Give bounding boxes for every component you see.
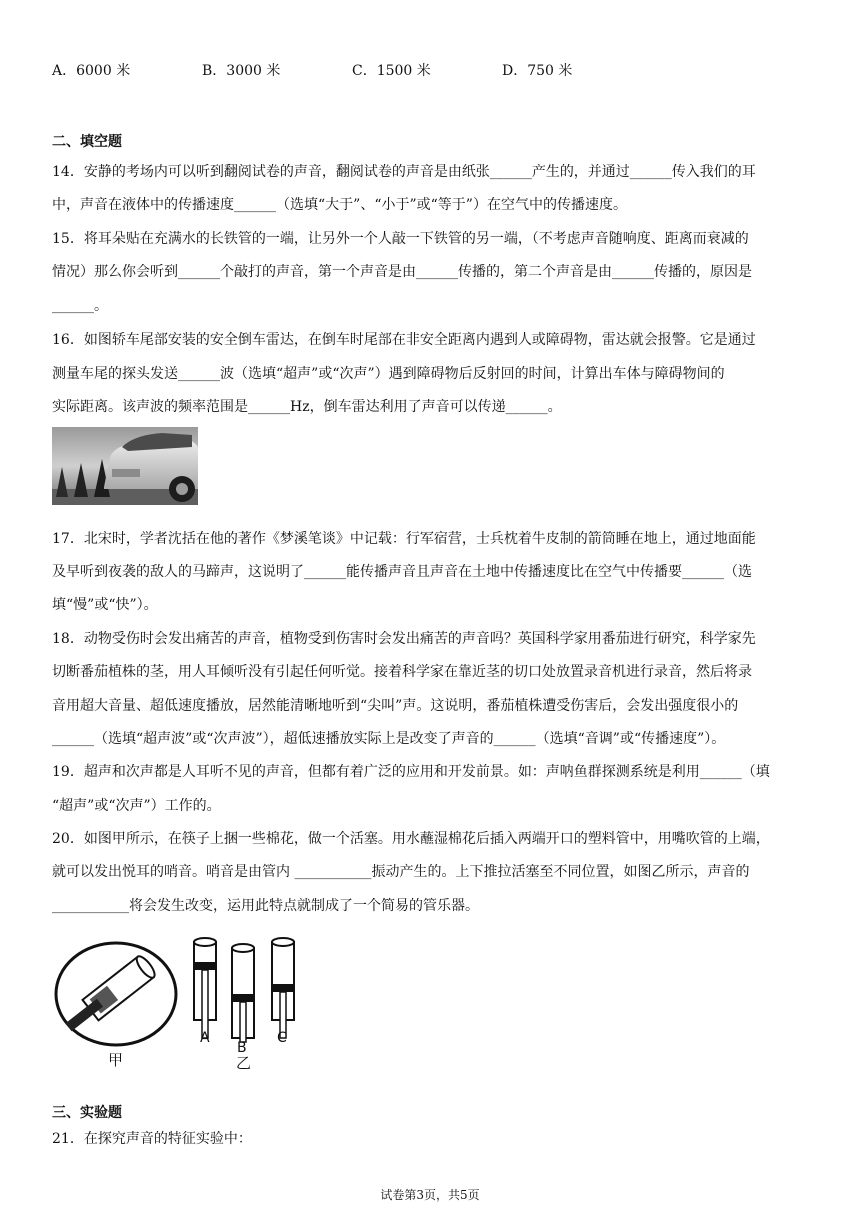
question-20-line: 20．如图甲所示，在筷子上捆一些棉花，做一个活塞。用水蘸湿棉花后插入两端开口的塑料管中，用嘴吹管的上端， <box>52 831 770 847</box>
section-title-experiment: 三、实验题 <box>52 1105 122 1121</box>
question-16-line: 16．如图轿车尾部安装的安全倒车雷达，在倒车时尾部在非安全距离内遇到人或障碍物，雷达就会报警。它是通过 <box>52 332 756 348</box>
tube-a <box>194 938 216 1038</box>
question-19-line: 19．超声和次声都是人耳听不见的声音，但都有着广泛的应用和开发前景。如：声呐鱼群探测系统是利用______（填 <box>52 764 770 780</box>
question-18-line: 18．动物受伤时会发出痛苦的声音，植物受到伤害时会发出痛苦的声音吗？英国科学家用番茄进行研究，科学家先 <box>52 631 756 647</box>
label-c: C <box>277 1030 287 1046</box>
question-17-line: 及早听到夜袭的敌人的马蹄声，这说明了______能传播声音且声音在土地中传播速度比在空气中传播要______（选 <box>52 564 752 580</box>
question-15-line: ______。 <box>52 298 108 314</box>
label-jia: 甲 <box>108 1051 124 1069</box>
question-18-line: 切断番茄植株的茎，用人耳倾听没有引起任何听觉。接着科学家在靠近茎的切口处放置录音机进行录音，然后将录 <box>52 664 752 680</box>
pipe-whistle-figure <box>50 934 340 1074</box>
label-yi: 乙 <box>236 1054 252 1072</box>
question-16-line: 实际距离。该声波的频率范围是______Hz，倒车雷达利用了声音可以传递______。 <box>52 399 562 415</box>
question-17-line: 填“慢”或“快”）。 <box>52 597 158 613</box>
option-a: A．6000 米 <box>52 63 131 79</box>
question-14-line: 14．安静的考场内可以听到翻阅试卷的声音，翻阅试卷的声音是由纸张______产生的，并通过______传入我们的耳 <box>52 164 756 180</box>
car-radar-image <box>52 427 198 505</box>
page-footer: 试卷第3页，共5页 <box>380 1188 480 1202</box>
question-14-line: 中，声音在液体中的传播速度______（选填“大于”、“小于”或“等于”）在空气中的传播速度。 <box>52 197 627 213</box>
question-15-line: 15．将耳朵贴在充满水的长铁管的一端，让另外一个人敲一下铁管的另一端，（不考虑声音随响度、距离而衰减的 <box>52 231 749 247</box>
question-18-line: 音用超大音量、超低速度播放，居然能清晰地听到“尖叫”声。这说明，番茄植株遭受伤害后，会发出强度很小的 <box>52 698 739 714</box>
question-21-line: 21．在探究声音的特征实验中： <box>52 1131 252 1147</box>
option-b: B．3000 米 <box>202 63 281 79</box>
section-title-fill-blank: 二、填空题 <box>52 134 122 150</box>
tube-b <box>232 944 254 1042</box>
option-d: D．750 米 <box>502 63 573 79</box>
option-c: C．1500 米 <box>352 63 431 79</box>
question-15-line: 情况）那么你会听到______个敲打的声音，第一个声音是由______传播的，第二个声音是由______传播的，原因是 <box>52 264 752 280</box>
question-18-line: ______（选填“超声波”或“次声波”），超低速播放实际上是改变了声音的______（选填“音调”或“传播速度”）。 <box>52 731 726 747</box>
label-b: B <box>237 1040 247 1056</box>
question-20-line: ___________将会发生改变，运用此特点就制成了一个简易的管乐器。 <box>52 898 479 914</box>
tube-c <box>272 938 294 1038</box>
question-17-line: 17．北宋时，学者沈括在他的著作《梦溪笔谈》中记载：行军宿营，士兵枕着牛皮制的箭筒睡在地上，通过地面能 <box>52 531 756 547</box>
label-a: A <box>200 1030 210 1046</box>
question-19-line: “超声”或“次声”）工作的。 <box>52 798 221 814</box>
question-16-line: 测量车尾的探头发送______波（选填“超声”或“次声”）遇到障碍物后反射回的时间，计算出车体与障碍物间的 <box>52 366 725 382</box>
question-20-line: 就可以发出悦耳的哨音。哨音是由管内 ___________振动产生的。上下推拉活塞至不同位置，如图乙所示，声音的 <box>52 864 750 880</box>
